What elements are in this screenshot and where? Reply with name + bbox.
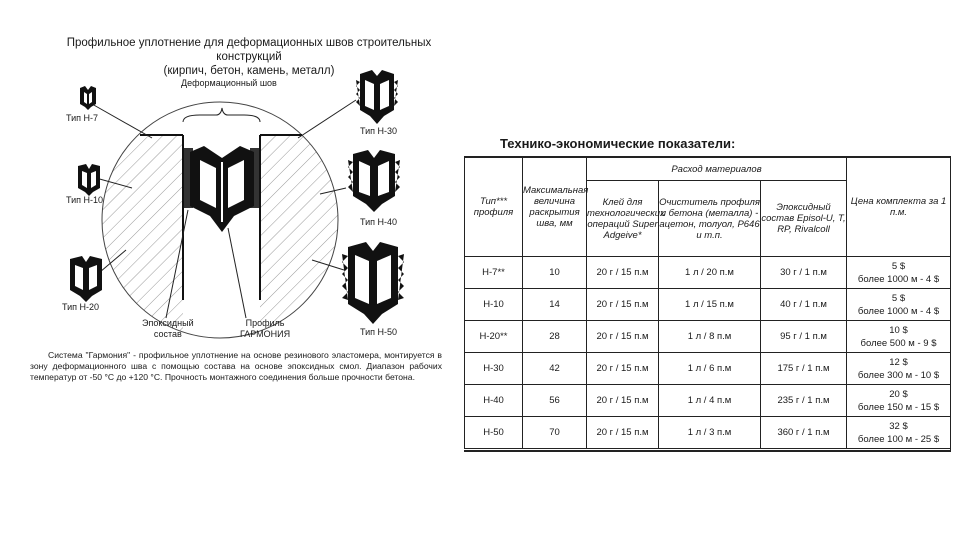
cell-cleaner: 1 л / 3 п.м xyxy=(659,417,761,450)
cell-cleaner: 1 л / 15 п.м xyxy=(659,289,761,321)
cell-epoxy: 175 г / 1 п.м xyxy=(761,353,847,385)
type-label-h30: Тип Н-30 xyxy=(360,126,398,136)
cell-price xyxy=(847,321,951,353)
cell-price xyxy=(847,417,951,450)
price-bulk: более 150 м - 15 $ xyxy=(857,401,940,413)
profile-h10-icon xyxy=(78,164,100,196)
gap-label: Деформационный шов xyxy=(181,78,277,88)
cell-glue: 20 г / 15 п.м xyxy=(587,417,659,450)
cell-cleaner: 1 л / 20 п.м xyxy=(659,257,761,289)
cell-width: 42 xyxy=(523,353,587,385)
cell-width: 70 xyxy=(523,417,587,450)
joint-diagram xyxy=(40,60,450,350)
epoxy-label-line2: состав xyxy=(153,329,182,339)
cell-cleaner: 1 л / 4 п.м xyxy=(659,385,761,417)
profile-label-line1: Профиль xyxy=(245,318,285,328)
cell-price xyxy=(847,289,951,321)
pointer-h30 xyxy=(298,100,356,138)
diagram-title-line2: (кирпич, бетон, камень, металл) xyxy=(163,65,335,77)
col-header-type-text: Тип*** профиля xyxy=(473,196,514,218)
price-bulk: более 1000 м - 4 $ xyxy=(857,273,940,285)
col-header-price xyxy=(847,158,951,257)
type-label-h40: Тип Н-40 xyxy=(360,217,398,227)
price-bulk: более 1000 м - 4 $ xyxy=(857,305,940,317)
profile-h30-icon xyxy=(356,70,398,124)
price-base: 32 $ xyxy=(889,420,908,432)
epoxy-label xyxy=(142,318,194,340)
cell-epoxy: 40 г / 1 п.м xyxy=(761,289,847,321)
pointer-profile xyxy=(228,228,246,318)
profile-h7-icon xyxy=(80,86,96,110)
cell-cleaner: 1 л / 8 п.м xyxy=(659,321,761,353)
col-header-cleaner xyxy=(659,181,761,257)
col-header-glue xyxy=(587,181,665,257)
type-label-h50: Тип Н-50 xyxy=(360,327,398,337)
cell-glue: 20 г / 15 п.м xyxy=(587,257,659,289)
profile-label-line2: ГАРМОНИЯ xyxy=(240,329,291,339)
table-row xyxy=(465,353,951,385)
cell-price xyxy=(847,353,951,385)
diagram-title-line1: Профильное уплотнение для деформационных швов строительных конструкций xyxy=(66,37,432,63)
price-base: 20 $ xyxy=(889,388,908,400)
price-bulk: более 100 м - 25 $ xyxy=(857,433,940,445)
price-base: 12 $ xyxy=(889,356,908,368)
table-row xyxy=(465,289,951,321)
table-row xyxy=(465,417,951,450)
cell-width: 14 xyxy=(523,289,587,321)
cell-type: Н-40 xyxy=(465,385,523,417)
pointer-h7 xyxy=(92,104,152,138)
cell-cleaner: 1 л / 6 п.м xyxy=(659,353,761,385)
table-row xyxy=(465,385,951,417)
col-header-epoxy xyxy=(761,181,847,257)
col-header-consumption xyxy=(587,158,847,181)
tech-title: Технико-экономические показатели: xyxy=(500,136,736,151)
cell-price xyxy=(847,385,951,417)
col-header-glue-text: Клей для технологических операций Super Adgeive* xyxy=(587,196,665,241)
col-header-max-width xyxy=(523,158,587,257)
type-label-h10: Тип Н-10 xyxy=(66,195,104,205)
gap-brace xyxy=(183,108,260,122)
cell-type: Н-30 xyxy=(465,353,523,385)
cell-type: Н-20** xyxy=(465,321,523,353)
cell-epoxy: 235 г / 1 п.м xyxy=(761,385,847,417)
tech-table-wrap xyxy=(464,156,951,452)
cell-glue: 20 г / 15 п.м xyxy=(587,321,659,353)
tech-header-row-1 xyxy=(465,158,951,181)
cell-glue: 20 г / 15 п.м xyxy=(587,385,659,417)
table-row xyxy=(465,321,951,353)
cell-price xyxy=(847,257,951,289)
tech-table xyxy=(464,157,951,451)
col-header-consumption-text: Расход материалов xyxy=(671,163,762,175)
cell-type: Н-50 xyxy=(465,417,523,450)
profile-label xyxy=(240,318,290,340)
price-bulk: более 300 м - 10 $ xyxy=(857,369,940,381)
col-header-price-text: Цена комплекта за 1 п.м. xyxy=(850,196,947,218)
col-header-max-width-text: Максимальная величина раскрытия шва, мм xyxy=(523,185,589,229)
col-header-type xyxy=(465,158,523,257)
harmony-profile-large xyxy=(190,146,254,232)
type-label-h20: Тип Н-20 xyxy=(62,302,100,312)
cell-glue: 20 г / 15 п.м xyxy=(587,289,659,321)
price-base: 5 $ xyxy=(891,260,906,272)
cell-width: 56 xyxy=(523,385,587,417)
profile-h20-icon xyxy=(70,256,102,302)
cell-epoxy: 95 г / 1 п.м xyxy=(761,321,847,353)
system-description: Система "Гармония" - профильное уплотнение на основе резинового эластомера, монтируется в зону деформационного шва с помощью состава на основе эпоксидных смол. Диапазон рабочих температур от -50 °С до +120 °С. Прочность монтажного соединения больше прочности бетона. xyxy=(30,350,442,382)
profile-h50-icon xyxy=(342,242,404,324)
price-bulk: более 500 м - 9 $ xyxy=(860,337,937,349)
cell-epoxy: 30 г / 1 п.м xyxy=(761,257,847,289)
table-row xyxy=(465,257,951,289)
cell-glue: 20 г / 15 п.м xyxy=(587,353,659,385)
cell-type: Н-10 xyxy=(465,289,523,321)
col-header-epoxy-text: Эпоксидный состав Episol-U, T, RP, Rivalcoll xyxy=(761,202,846,235)
cell-epoxy: 360 г / 1 п.м xyxy=(761,417,847,450)
epoxy-label-line1: Эпоксидный xyxy=(142,318,194,328)
col-header-cleaner-text: Очиститель профиля и бетона (металла) - ацетон, толуол, Р646 и т.п. xyxy=(659,196,760,241)
type-label-h7: Тип Н-7 xyxy=(66,113,99,123)
cell-type: Н-7** xyxy=(465,257,523,289)
cell-width: 28 xyxy=(523,321,587,353)
cell-width: 10 xyxy=(523,257,587,289)
price-base: 5 $ xyxy=(891,292,906,304)
price-base: 10 $ xyxy=(889,324,908,336)
profile-h40-icon xyxy=(348,150,400,212)
